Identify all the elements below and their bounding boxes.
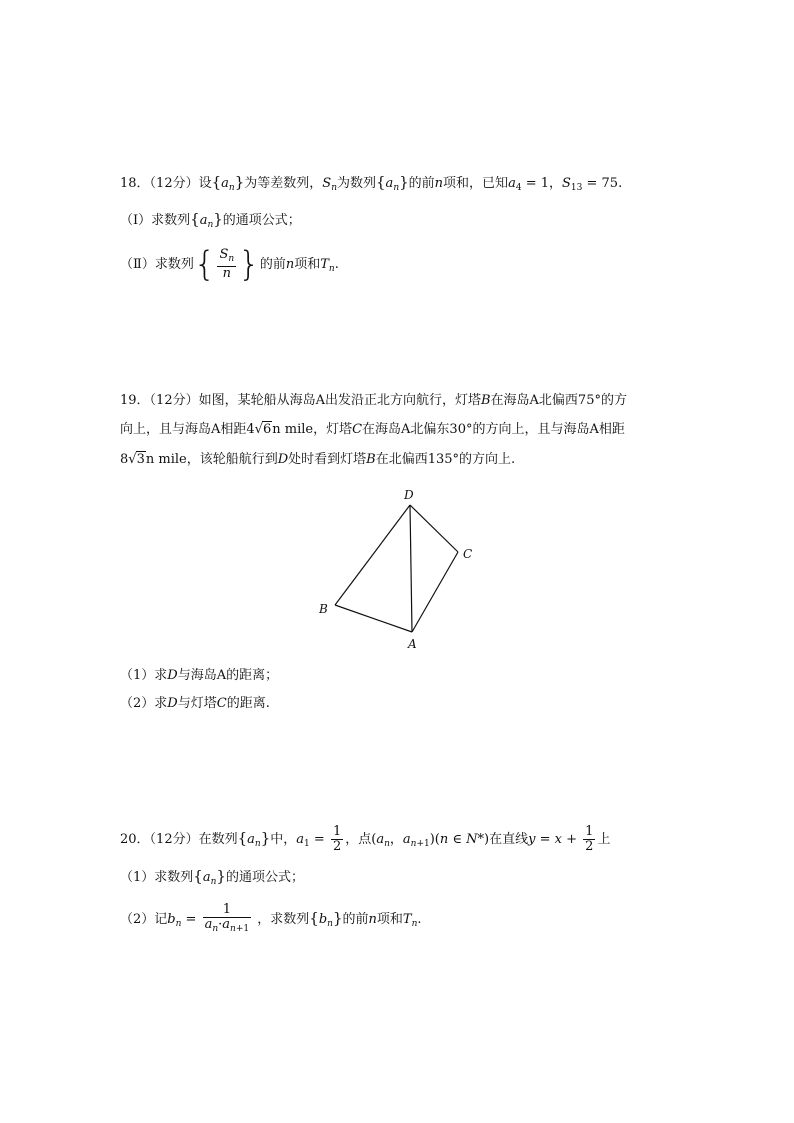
q20-line1: 20．（12分）在数列$\{a_n\}$中，$a_1$ = $\frac{1}{2}$ ，点($a_n$，$a_{n+1})(n$ ∈ N*)在直线y = x + $\frac{1}{2}$ 上 [120,824,611,854]
label-c: C [463,547,473,561]
q18-line1: 18．（12分）设$\{a_n\}$为等差数列，$S_n$为数列$\{a_n\}$的前n项和，已知$a_4 = 1$，$S_{13} = 75$. [120,173,623,193]
q19-line2: 向上，且与海岛A相距4√6n mile，灯塔C在海岛A北偏东30°的方向上，且与海岛A相距 [120,422,625,437]
q19-line3: 8√3n mile，该轮船航行到D处时看到灯塔B在北偏西135°的方向上. [120,452,516,467]
q19-sub1: （1）求D与海岛A的距离； [120,668,279,683]
q20-part2: （2）记$b_n$ = $\frac{1}{a_n\cdot a_{n+1}}$ ，求数列$\{b_n\}$的前n项和$T_n$. [120,902,422,934]
q18-part1: （Ⅰ）求数列$\{a_n\}$的通项公式； [120,210,301,230]
label-d: D [404,488,414,502]
q19-line1: 19．（12分）如图，某轮船从海岛A出发沿正北方向航行，灯塔B在海岛A北偏西75°的方 [120,393,627,408]
q18-part2: （Ⅱ）求数列{ $\frac{S_n}{n}$ }的前n项和$T_n$. [120,244,339,285]
q20-part1: （1）求数列$\{a_n\}$的通项公式； [120,867,304,887]
label-b: B [319,602,328,616]
q19-sub2: （2）求D与灯塔C的距离. [120,696,270,711]
label-a: A [408,637,417,651]
q19-figure [300,480,500,655]
